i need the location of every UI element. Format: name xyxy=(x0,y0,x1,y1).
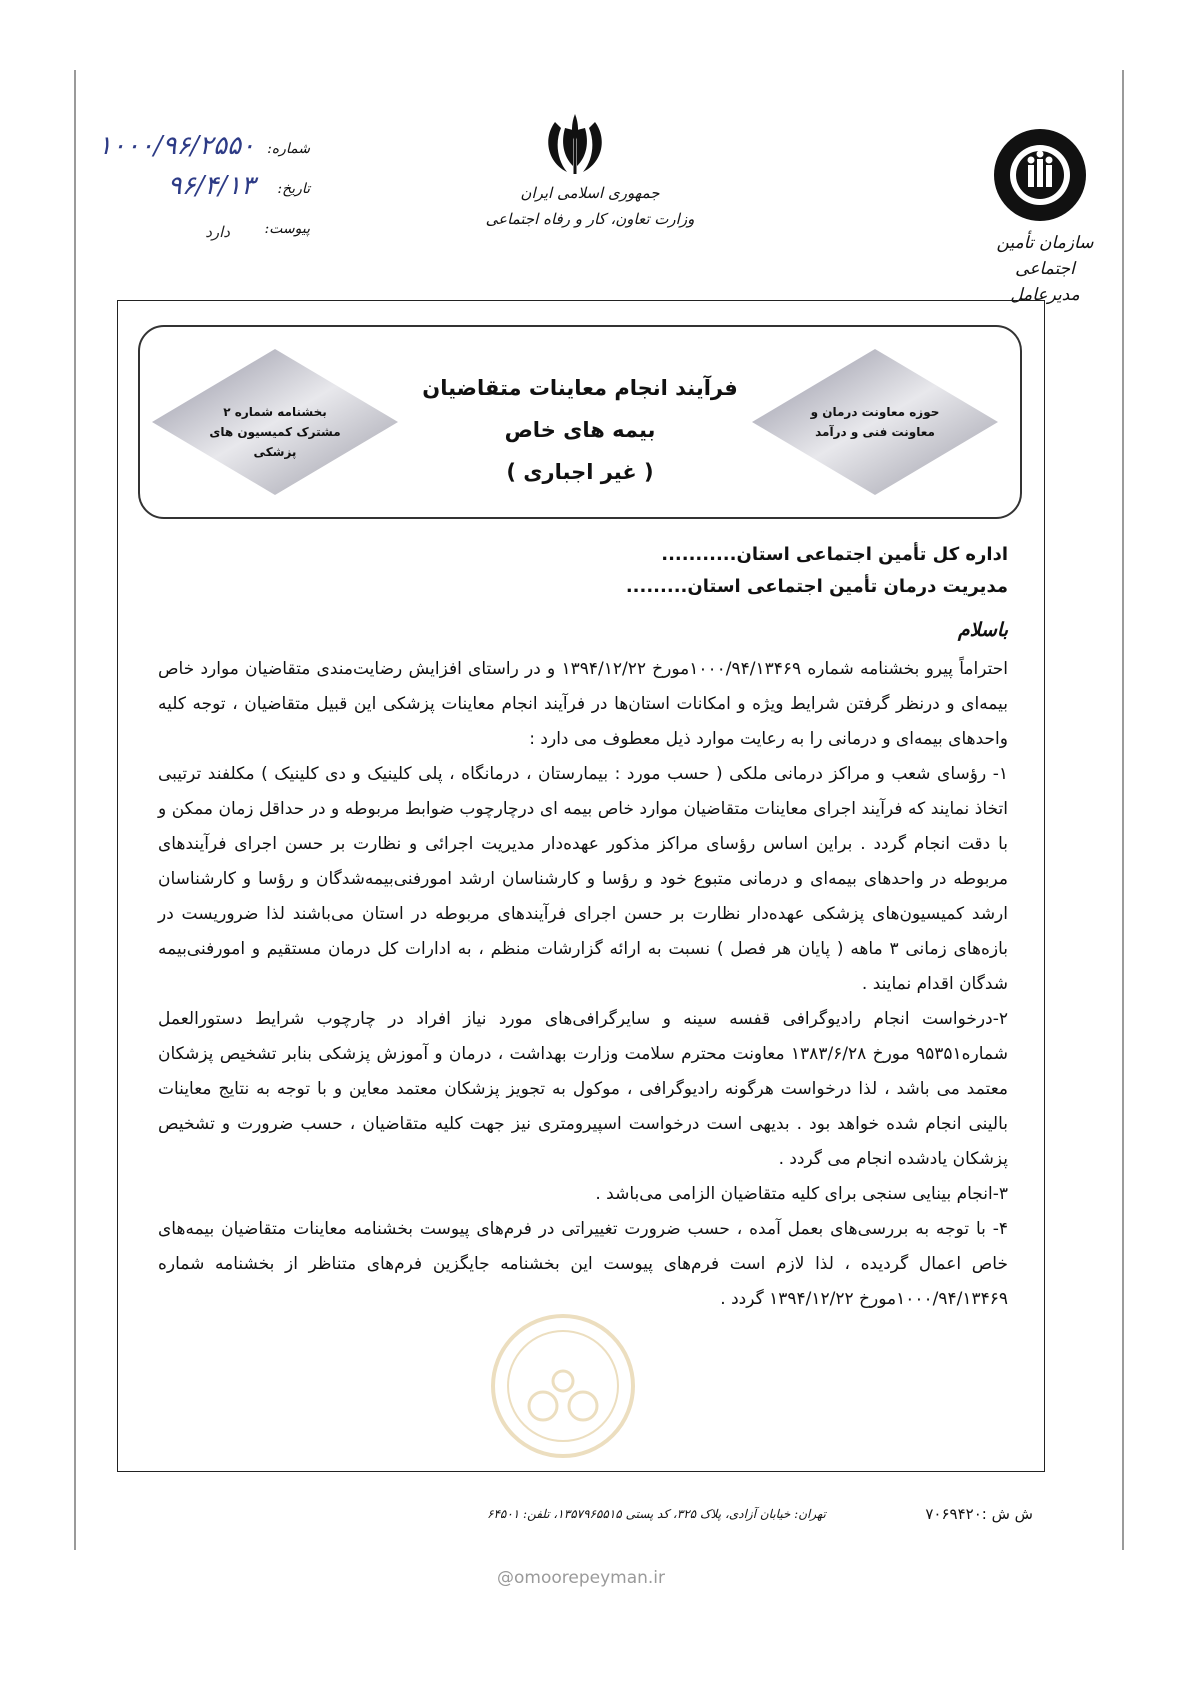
title-line2: بیمه های خاص xyxy=(504,418,656,442)
site-watermark: @omoorepeyman.ir xyxy=(497,1568,666,1588)
footer-code: ش ش :۷۰۶۹۴۲۰ xyxy=(925,1505,1033,1523)
gov-line1: جمهوری اسلامی ایران xyxy=(520,184,660,202)
circular-title xyxy=(410,367,750,493)
number-value: ۱۰۰۰/۹۶/۲۵۵۰ xyxy=(97,131,255,161)
sso-logo-icon xyxy=(990,125,1090,229)
right-diamond xyxy=(750,347,1000,501)
list-item-2: ۲-درخواست انجام رادیوگرافی قفسه سینه و سایرگرافی‌های مورد نیاز افراد در چارچوب شرایط دستورالعمل شماره۹۵۳۵۱ مورخ ۱۳۸۳/۶/۲۸ معاونت محترم سلامت وزارت بهداشت ، درمان و آموزش پزشکی بنابر تشخیص پزشکان معتمد می باشد ، لذا درخواست هرگونه رادیوگرافی ، موکول به تجویز پزشکان معتمد معاین و با توجه به نتایج معاینات بالینی انجام شده خواهد بود . بدیهی است درخواست اسپیرومتری نیز جهت کلیه متقاضیان ، حسب ضرورت و تشخیص پزشکان یادشده انجام می گردد . xyxy=(158,1009,1008,1169)
addressee-2: مدیریت درمان تأمین اجتماعی استان......... xyxy=(625,576,1008,597)
salutation: باسلام xyxy=(957,619,1008,641)
left-diamond xyxy=(150,347,400,501)
title-box xyxy=(138,325,1022,519)
title-line1: فرآیند انجام معاینات متقاضیان xyxy=(422,376,738,400)
list-item-4: ۴- با توجه به بررسی‌های بعمل آمده ، حسب ضرورت تغییراتی در فرم‌های پیوست بخشنامه معاینات متقاضیان بیمه‌های خاص اعمال گردیده ، لذا لازم است فرم‌های پیوست این بخشنامه جایگزین فرم‌های متناظر از بخشنامه شماره ۱۰۰۰/۹۴/۱۳۴۶۹مورخ ۱۳۹۴/۱۲/۲۲ گردد . xyxy=(158,1219,1008,1309)
list-item-3: ۳-انجام بینایی سنجی برای کلیه متقاضیان الزامی می‌باشد . xyxy=(595,1184,1008,1204)
gov-line2: وزارت تعاون، کار و رفاه اجتماعی xyxy=(485,210,695,228)
org-name: سازمان تأمین اجتماعی xyxy=(996,233,1094,279)
letter-body xyxy=(158,539,1008,1317)
letter-meta xyxy=(80,131,310,255)
org-label xyxy=(980,230,1110,308)
footer-address: تهران: خیابان آزادی، پلاک ۳۲۵، کد پستی ۱۳۵۷۹۶۵۵۱۵، تلفن: ۶۴۵۰۱ xyxy=(487,1507,826,1521)
iran-emblem-icon xyxy=(535,110,615,186)
letterhead xyxy=(80,95,1110,305)
content-frame xyxy=(117,300,1045,1472)
gov-heading xyxy=(460,180,720,232)
left-diamond-label: بخشنامه شماره ۲ مشترک کمیسیون های پزشکی xyxy=(209,405,341,459)
right-diamond-label: حوزه معاونت درمان و معاونت فنی و درآمد xyxy=(810,405,940,439)
stamp-seal-icon xyxy=(488,1311,638,1465)
attachment-value: دارد xyxy=(205,223,230,241)
attachment-label: پیوست: xyxy=(264,221,310,237)
list-item-1: ۱- رؤسای شعب و مراکز درمانی ملکی ( حسب مورد : بیمارستان ، درمانگاه ، پلی کلینیک و دی کلینیک ) مکلفند ترتیبی اتخاذ نمایند که فرآیند اجرای معاینات متقاضیان موارد خاص بیمه ای درچارچوب ضوابط مربوطه و در حداقل زمان ممکن و با دقت انجام گردد . براین اساس رؤسای مراکز مذکور عهده‌دار مدیریت اجرائی و نظارت بر حسن اجرای فرآیندهای مربوطه در واحدهای بیمه‌ای و درمانی متبوع خود و رؤسا و کارشناسان ارشد امورفنی‌بیمه‌شدگان و رؤسا و کارشناسان ارشد کمیسیون‌های پزشکی عهده‌دار نظارت بر حسن اجرای فرآیندهای مربوطه در استان می‌باشند لذا ضروریست در بازه‌های زمانی ۳ ماهه ( پایان هر فصل ) نسبت به ارائه گزارشات منظم ، به ادارات کل درمان مستقیم و امورفنی‌بیمه شدگان اقدام نمایند . xyxy=(158,764,1008,994)
date-label: تاریخ: xyxy=(277,181,310,197)
left-margin-rule xyxy=(74,70,76,1550)
number-label: شماره: xyxy=(267,141,310,157)
addressee-1: اداره کل تأمین اجتماعی استان........... xyxy=(661,544,1008,565)
right-margin-rule xyxy=(1122,70,1124,1550)
org-sub: مدیرعامل xyxy=(1010,285,1080,305)
title-line3: ( غیر اجباری ) xyxy=(506,460,654,484)
footer xyxy=(117,1505,1043,1535)
date-value: ۹۶/۴/۱۳ xyxy=(167,171,255,201)
intro-paragraph: احتراماً پیرو بخشنامه شماره ۱۰۰۰/۹۴/۱۳۴۶۹مورخ ۱۳۹۴/۱۲/۲۲ و در راستای افزایش رضایت‌مندی متقاضیان موارد خاص بیمه‌ای و درنظر گرفتن شرایط ویژه و امکانات استان‌ها در فرآیند انجام معاینات پزشکی این قبیل متقاضیان ، توجه کلیه واحدهای بیمه‌ای و درمانی را به رعایت موارد ذیل معطوف می دارد : xyxy=(158,659,1008,749)
